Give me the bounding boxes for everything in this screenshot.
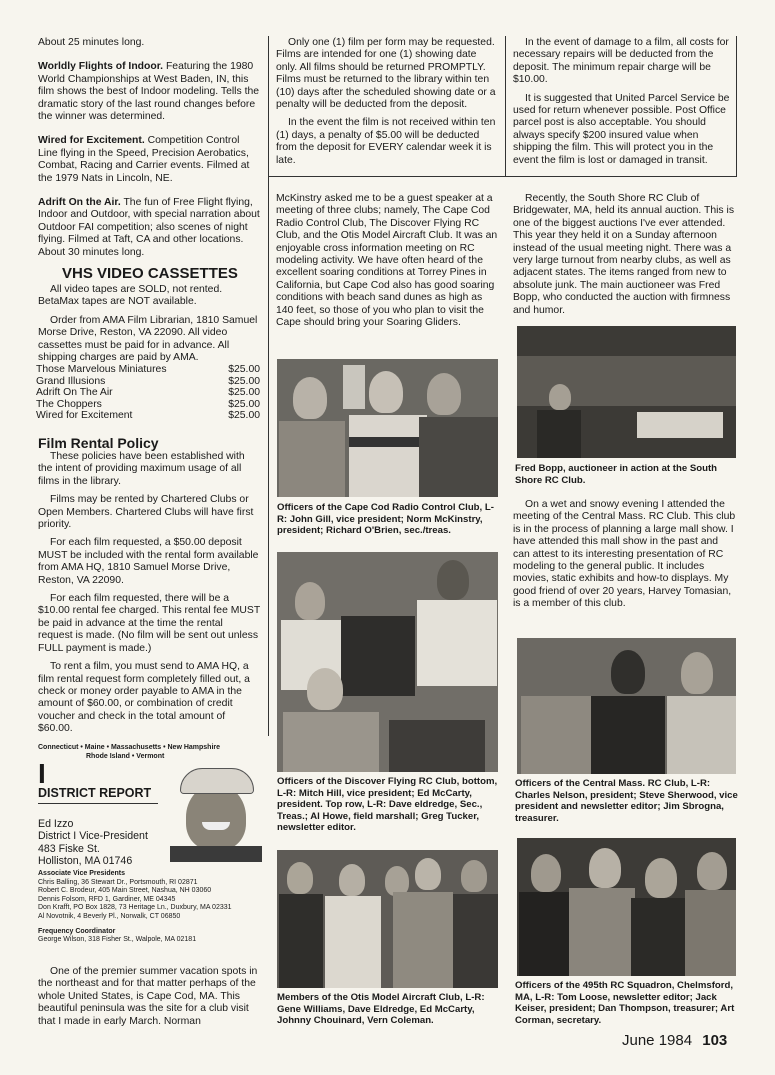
person-head (589, 848, 621, 888)
price-title: The Choppers (36, 398, 102, 410)
policy-continued-2 (513, 37, 737, 173)
vp-city: Holliston, MA 01746 (38, 854, 133, 867)
assoc-item: Robert C. Brodeur, 405 Main Street, Nashua, NH 03060 (38, 887, 212, 895)
price-row (36, 410, 260, 422)
price-value: $25.00 (228, 387, 260, 399)
vhs-paragraph: Order from AMA Film Librarian, 1810 Samuel Morse Drive, Reston, VA 22090. All video cassettes must be paid for in advance. All shipping charges are paid by AMA. (38, 314, 258, 364)
price-value: $25.00 (228, 410, 260, 422)
person-body (349, 415, 427, 497)
person-body (417, 600, 497, 686)
person-body (685, 890, 736, 976)
person-body (521, 696, 591, 774)
caption-otis: Members of the Otis Model Aircraft Club, L-R: Gene Williams, Dave Eldredge, Ed McCarty, Johnny Chouinard, Vern Coleman. (277, 992, 485, 1027)
assoc-item: Al Novotnik, 4 Beverly Pl., Norwalk, CT 06850 (38, 912, 181, 920)
freq-item: George Wilson, 318 Fisher St., Walpole, MA 02181 (38, 936, 197, 944)
district-heading-rule (38, 803, 158, 804)
person-head (461, 860, 487, 892)
film-description: Featuring the 1980 World Championships at West Baden, IN, this film shows the best of Indoor modeling. Tells the dramatic story of the last round changes before the winner was determined. (38, 61, 260, 123)
person-body (537, 410, 581, 458)
photo-otis-members (277, 850, 498, 988)
district-states-line: Rhode Island • Vermont (86, 752, 165, 760)
policy-heading: Film Rental Policy (38, 435, 159, 451)
person-body (283, 712, 379, 772)
policy-paragraph: In the event the film is not received within ten (1) days, a penalty of $5.00 will be deducted from the deposit for EVERY calendar week it is late. (276, 117, 496, 166)
report-paragraph: McKinstry asked me to be a guest speaker at a meeting of three clubs; namely, The Cape Cod Radio Control Club, The Discover Flying RC Club, and the Otis Model Aircraft Club. It was an enjoyable cross information meeting on RC modeling activity. We have often heard of the excellent soaring conditions at Torrey Pines in California, but Cape Cod also has good soaring conditions with beach sand dunes as high as 140 feet, so those of you who plan to visit the Cape should bring your Soaring Gliders. (276, 193, 498, 329)
caption-495th-squadron: Officers of the 495th RC Squadron, Chelmsford, MA, L-R: Tom Loose, newsletter editor; Jack Keiser, president; Dan Thompson, treasurer; Art Corman, secretary. (515, 980, 735, 1026)
caption-central-mass: Officers of the Central Mass. RC Club, L-R: Charles Nelson, president; Steve Sherwood, vice president and newsletter editor; Jim Sbrogna, treasurer. (515, 778, 738, 824)
freq-heading: Frequency Coordinator (38, 927, 116, 935)
vp-shirt (170, 846, 262, 862)
person-body (279, 421, 345, 497)
film-title: Adrift On the Air. (38, 197, 121, 209)
film-title: Wired for Excitement. (38, 135, 145, 147)
person-head (295, 582, 325, 620)
vp-name: Ed Izzo (38, 818, 74, 830)
page-footer (622, 1032, 727, 1050)
price-title: Wired for Excitement (36, 410, 133, 422)
assoc-item: Don Krafft, PO Box 1828, 73 Heritage Ln., Duxbury, MA 02331 (38, 904, 232, 912)
report-central-mass (513, 499, 737, 617)
person-head (549, 384, 571, 410)
film-entry (38, 197, 260, 259)
report-opening (38, 966, 260, 1034)
caption-cape-cod: Officers of the Cape Cod Radio Control Club, L-R: John Gill, vice president; Norm McKinstry, president; Richard O'Brien, sec./treas. (277, 502, 494, 537)
report-paragraph: On a wet and snowy evening I attended the meeting of the Central Mass. RC Club. This club is in the process of planning a large mall show. I have attended this mall show in the past and can attest to its interesting presentation of RC modeling to the general public. It includes movies, static exhibits and how-to displays. My good friend of over 20 years, Harvey Tomasian, is a member of this club. (513, 499, 736, 610)
person-head (543, 654, 575, 694)
person-head (697, 852, 727, 890)
sweater-stripe (349, 437, 427, 447)
policy-paragraph: In the event of damage to a film, all costs for necessary repairs will be deducted from the deposit. The minimum repair charge will be $10.00. (513, 37, 729, 86)
price-value: $25.00 (228, 375, 260, 387)
vp-smile (202, 822, 230, 830)
film-length-note: About 25 minutes long. (38, 37, 145, 48)
vp-street: 483 Fiske St. (38, 842, 100, 855)
report-paragraph: Recently, the South Shore RC Club of Bridgewater, MA, held its annual auction. This is one of the biggest auctions I've ever attended. This year they held it on a Sunday afternoon instead of the usual meeting night. There was a very large turnout from nearby clubs, as well as adjacent states. The items ranged from new to absolute junk. The main auctioneer was Fred Bopp, who conducted the auction with firmness and humor. (513, 193, 735, 316)
policy-paragraph: Films may be rented by Chartered Clubs or Open Members. Chartered Clubs will have first priority. (38, 494, 254, 531)
person-body (631, 898, 687, 976)
person-body (325, 896, 381, 988)
person-body (591, 696, 665, 774)
vp-title: District I Vice-President (38, 830, 148, 843)
policy-paragraph: Only one (1) film per form may be requested. Films are intended for one (1) showing date only. All films should be returned PROMPTLY. Films must be returned to the library within ten (10) days after the scheduled showing date or a penalty will be deducted from the deposit. (276, 37, 496, 111)
price-title: Those Marvelous Miniatures (36, 364, 167, 375)
person-body (341, 616, 415, 696)
film-title: Worldly Flights of Indoor. (38, 61, 164, 73)
person-head (417, 678, 453, 720)
district-states (38, 744, 268, 761)
person-body (569, 888, 635, 976)
person-body (667, 696, 736, 774)
person-head (287, 862, 313, 894)
vp-address (38, 818, 148, 867)
photo-discover-flying-officers (277, 552, 498, 772)
person-head (339, 864, 365, 896)
vhs-text (38, 284, 260, 370)
assoc-vp-list (38, 870, 274, 945)
policy-paragraph: To rent a film, you must send to AMA HQ, a film rental request form completely filled out, a check or money order payable to AMA in the amount of $60.00, or combination of credit voucher and check in the total amount of $60.00. (38, 661, 250, 735)
assoc-heading: Associate Vice Presidents (38, 870, 126, 877)
price-table (36, 364, 260, 422)
person-head (611, 650, 645, 694)
film-entry (38, 61, 260, 123)
photo-poster (343, 365, 365, 409)
price-title: Adrift On The Air (36, 387, 113, 399)
page-number: 103 (702, 1032, 728, 1049)
policy-paragraph: These policies have been established with the intent of providing maximum usage of all films in the library. (38, 451, 245, 487)
policy-text (38, 451, 260, 742)
report-auction (513, 193, 737, 323)
photo-central-mass-officers (517, 638, 736, 774)
price-row (36, 387, 260, 399)
vhs-paragraph: All video tapes are SOLD, not rented. BetaMax tapes are NOT available. (38, 284, 223, 308)
column-rule (736, 36, 737, 176)
person-body (389, 720, 485, 772)
price-row (36, 364, 260, 376)
price-title: Grand Illusions (36, 375, 106, 387)
price-value: $25.00 (228, 364, 260, 375)
issue-date: June 1984 (622, 1032, 693, 1049)
policy-paragraph: It is suggested that United Parcel Service be used for return whenever possible. Post Office parcel post is also acceptable. You should always specify $200 insured value when shipping the film. This will protect you in the event the film is lost or damaged in transit. (513, 92, 730, 166)
person-body (393, 892, 453, 988)
person-head (293, 377, 327, 419)
person-head (531, 854, 561, 892)
film-description: The fun of Free Flight flying, Indoor and Outdoor, with special narration about Outdoor FAI competition; also scenes of night flying. Filmed at Taft, CA and other locations. About 30 minutes long. (38, 197, 260, 258)
column-rule (268, 36, 269, 736)
policy-paragraph: For each film requested, a $50.00 deposit MUST be included with the rental form available from AMA HQ, 1810 Samuel Morse Drive, Reston, VA 22090. (38, 537, 259, 586)
photo-fred-bopp-auction (517, 326, 736, 458)
person-head (369, 371, 403, 413)
person-head (355, 576, 389, 616)
photo-495th-squadron (517, 838, 736, 976)
person-body (419, 417, 498, 497)
district-numeral: I (38, 758, 46, 789)
person-head (307, 668, 343, 710)
person-head (645, 858, 677, 898)
report-continued (276, 193, 498, 335)
person-head (415, 858, 441, 890)
column-rule (505, 36, 506, 176)
district-states-line: Connecticut • Maine • Massachusetts • New Hampshire (38, 744, 221, 751)
person-body (279, 894, 323, 988)
box-rule (268, 176, 737, 177)
assoc-item: Chris Balling, 36 Stewart Dr., Portsmouth, RI 02871 (38, 878, 198, 886)
vp-cap (180, 768, 254, 794)
price-row (36, 399, 260, 411)
film-description: Competition Control Line flying in the Speed, Precision Aerobatics, Combat, Racing and Carrier events. Filmed at the 1979 Nats in Lincoln, NE. (38, 135, 250, 184)
district-heading: DISTRICT REPORT (38, 786, 152, 800)
policy-continued (276, 37, 498, 173)
photo-cape-cod-officers (277, 359, 498, 497)
person-head (437, 560, 469, 600)
film-entry (38, 135, 260, 185)
policy-paragraph: For each film requested, there will be a $10.00 rental fee charged. This rental fee MUST be paid in advance at the time the rental request is made. (No film will be sent out unless FULL payment is made.) (38, 593, 260, 654)
caption-fred-bopp: Fred Bopp, auctioneer in action at the South Shore RC Club. (515, 463, 718, 486)
person-body (453, 894, 498, 988)
report-paragraph: One of the premier summer vacation spots in the northeast and for that matter perhaps of the whole United States, is Cape Cod, MA. This beautiful peninsula was the site for a club visit that I made in early March. Norman (38, 966, 258, 1027)
person-head (427, 373, 461, 415)
film-list (38, 37, 260, 265)
auction-table (637, 412, 723, 438)
person-body (519, 892, 571, 976)
assoc-item: Dennis Folsom, RFD 1, Gardiner, ME 04345 (38, 895, 176, 903)
price-row (36, 376, 260, 388)
vhs-heading: VHS VIDEO CASSETTES (62, 265, 238, 282)
caption-discover-flying: Officers of the Discover Flying RC Club, bottom, L-R: Mitch Hill, vice president; Ed McCarty, president. Top row, L-R: Dave eldredge, Sec., Treas.; Al Howe, field marshall; Greg Tucker, newsletter editor. (277, 776, 498, 834)
vp-portrait (170, 760, 262, 862)
price-value: $25.00 (228, 398, 260, 410)
person-head (681, 652, 713, 694)
